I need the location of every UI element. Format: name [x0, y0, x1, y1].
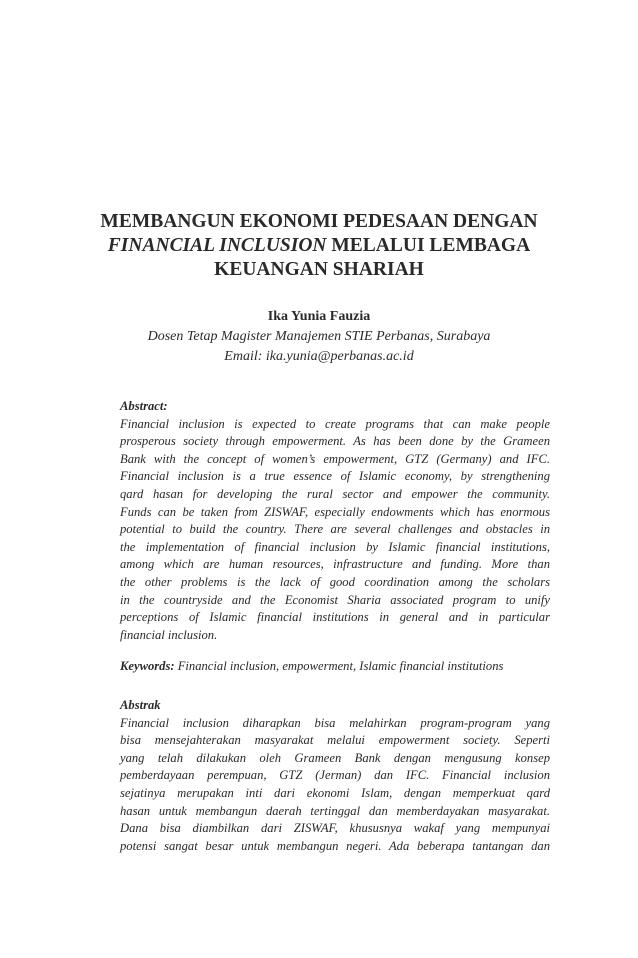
abstrak-section [120, 697, 550, 855]
abstract-section [120, 398, 550, 644]
abstract-line: perceptions of Islamic financial institutions in general and in particular [120, 610, 550, 625]
keywords-text: Financial inclusion, empowerment, Islamic financial institutions [174, 659, 504, 673]
title-line-3: KEUANGAN SHARIAH [214, 259, 424, 280]
keywords-line [120, 658, 550, 676]
title-line-1: MEMBANGUN EKONOMI PEDESAAN DENGAN [100, 211, 538, 232]
author-affiliation: Dosen Tetap Magister Manajemen STIE Perbanas, Surabaya [147, 329, 491, 344]
abstract-heading: Abstract: [120, 399, 168, 413]
abstract-line: qard hasan for developing the rural sector and empower the community. [120, 486, 550, 501]
abstrak-line: potensi sangat besar untuk membangun negeri. Ada beberapa tantangan dan [120, 838, 550, 853]
abstract-line: among which are human resources, infrastructure and funding. More than [120, 557, 550, 572]
abstrak-line: bisa mensejahterakan masyarakat melalui empowerment society. Seperti [120, 733, 550, 748]
abstract-line: potential to build the country. There are several challenges and obstacles in [120, 522, 550, 537]
abstract-line: Financial inclusion is expected to create programs that can make people [120, 416, 550, 431]
abstract-line: the other problems is the lack of good coordination among the scholars [120, 574, 550, 589]
abstrak-line: Financial inclusion diharapkan bisa melahirkan program-program yang [120, 715, 550, 730]
abstrak-line: sejatinya merupakan inti dari ekonomi Islam, dengan memperkuat qard [120, 785, 550, 800]
title-italic-term: FINANCIAL INCLUSION [107, 235, 327, 256]
keywords-section [120, 658, 550, 676]
abstract-line: prosperous society through empowerment. As has been done by the Grameen [120, 434, 550, 449]
keywords-label: Keywords: [120, 659, 175, 673]
author-name: Ika Yunia Fauzia [267, 309, 371, 324]
abstrak-line: hasan untuk membangun daerah tertinggal dan memberdayakan masyarakat. [120, 803, 550, 818]
abstrak-heading: Abstrak [120, 698, 161, 712]
author-affiliation-block [0, 327, 638, 367]
abstract-line: in the countryside and the Economist Sharia associated program to unify [120, 592, 550, 607]
abstract-line: the implementation of financial inclusion by Islamic financial institutions, [120, 539, 550, 554]
abstrak-line: pemberdayaan perempuan, GTZ (Jerman) dan IFC. Financial inclusion [120, 768, 550, 783]
title-line-2-rest: MELALUI LEMBAGA [326, 235, 531, 256]
abstrak-line: yang telah dilakukan oleh Grameen Bank dengan mengusung konsep [120, 750, 550, 765]
abstrak-line: Dana bisa diambilkan dari ZISWAF, khususnya wakaf yang mempunyai [120, 821, 550, 836]
title-line-2 [60, 234, 578, 258]
abstract-line: Financial inclusion is a true essence of Islamic economy, by strengthening [120, 469, 550, 484]
abstract-line: Funds can be taken from ZISWAF, especially endowments which has enormous [120, 504, 550, 519]
paper-title [60, 210, 578, 282]
abstract-line: Bank with the concept of women’s empowerment, GTZ (Germany) and IFC. [120, 451, 550, 466]
abstract-line: financial inclusion. [120, 627, 218, 642]
author-email: Email: ika.yunia@perbanas.ac.id [224, 349, 414, 364]
